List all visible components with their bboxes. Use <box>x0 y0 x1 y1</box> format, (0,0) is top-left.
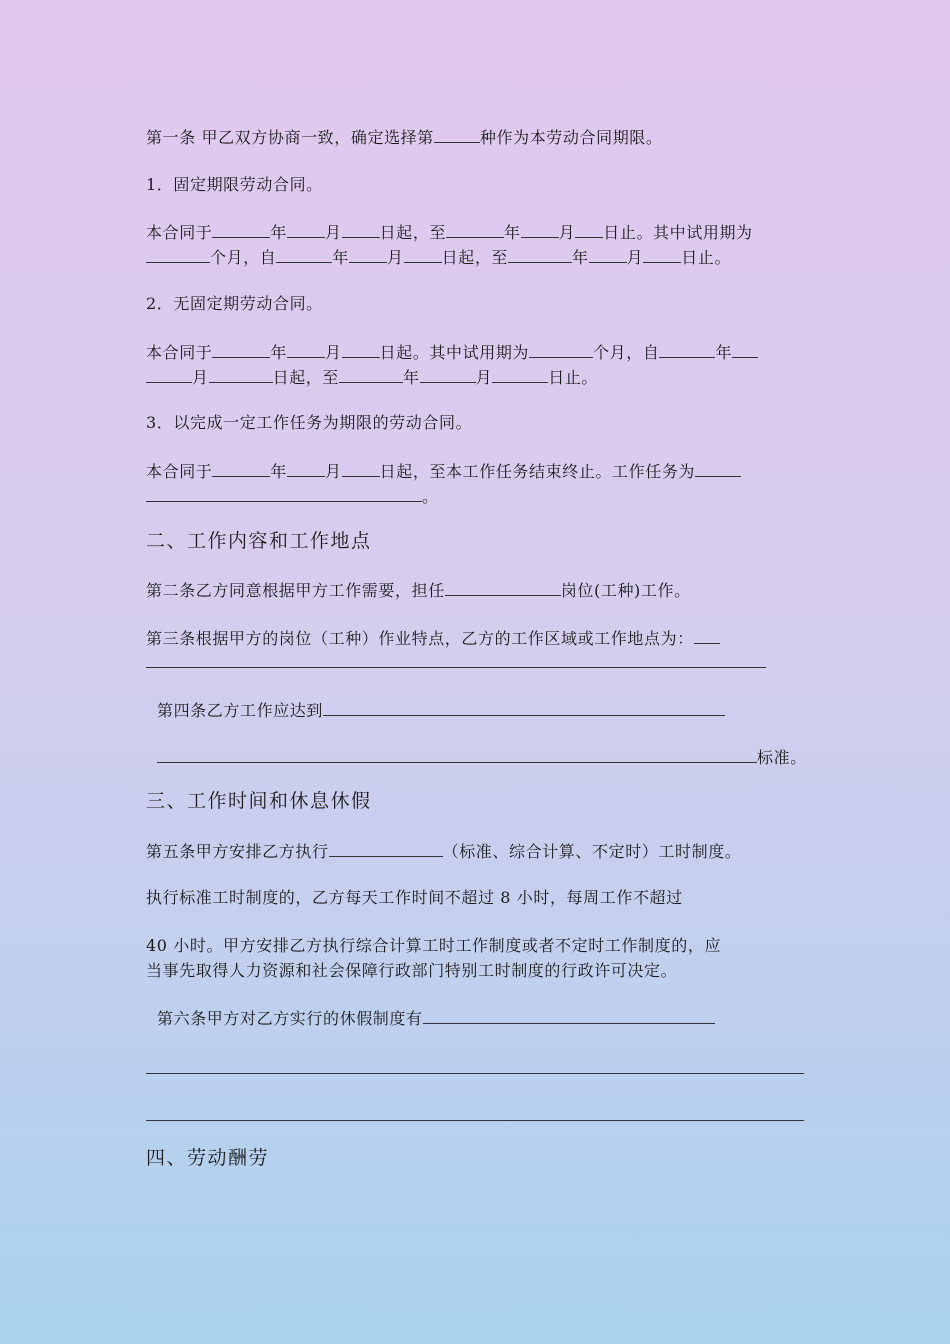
paragraph-2b: 月 日起，至 年 月 日止。 <box>146 366 598 389</box>
blank[interactable] <box>342 460 380 477</box>
blank[interactable] <box>329 840 443 857</box>
blank[interactable] <box>659 341 715 358</box>
blank[interactable] <box>209 366 273 383</box>
article-6: 第六条甲方对乙方实行的休假制度有 <box>157 1007 715 1030</box>
blank-line[interactable] <box>146 1073 804 1074</box>
blank[interactable] <box>323 699 725 716</box>
blank[interactable] <box>529 341 593 358</box>
blank[interactable] <box>146 246 210 263</box>
blank[interactable] <box>732 341 758 358</box>
article-4: 第四条乙方工作应达到 <box>157 699 725 722</box>
paragraph-3b: 。 <box>146 485 439 508</box>
article-1: 第一条 甲乙双方协商一致，确定选择第 种作为本劳动合同期限。 <box>146 128 663 147</box>
blank[interactable] <box>508 246 572 263</box>
blank[interactable] <box>287 221 325 238</box>
paragraph-1b: 个月，自 年 月 日起，至 年 月 日止。 <box>146 246 731 269</box>
blank[interactable] <box>446 221 504 238</box>
blank[interactable] <box>212 221 270 238</box>
article-5: 第五条甲方安排乙方执行 （标准、综合计算、不定时）工时制度。 <box>146 842 742 861</box>
blank[interactable] <box>287 341 325 358</box>
section-4-heading: 四、劳动酬劳 <box>146 1147 270 1169</box>
paragraph-5a: 执行标准工时制度的，乙方每天工作时间不超过 8 小时，每周工作不超过 <box>146 888 683 907</box>
blank-line[interactable] <box>146 1120 804 1121</box>
blank[interactable] <box>212 460 270 477</box>
paragraph-2a: 本合同于 年 月 日起。其中试用期为 个月，自 年 <box>146 341 758 364</box>
article-2: 第二条乙方同意根据甲方工作需要，担任 岗位(工种)工作。 <box>146 581 691 600</box>
blank[interactable] <box>342 221 380 238</box>
item-1: 1．固定期限劳动合同。 <box>146 175 323 194</box>
blank[interactable] <box>339 366 403 383</box>
blank-line[interactable] <box>146 667 766 668</box>
blank[interactable] <box>342 341 380 358</box>
blank[interactable] <box>157 746 757 763</box>
blank[interactable] <box>575 221 603 238</box>
blank[interactable] <box>589 246 627 263</box>
blank[interactable] <box>212 341 270 358</box>
blank[interactable] <box>146 485 422 502</box>
item-2: 2．无固定期劳动合同。 <box>146 294 323 313</box>
paragraph-5c: 当事先取得人力资源和社会保障行政部门特别工时制度的行政许可决定。 <box>146 961 678 980</box>
blank[interactable] <box>420 366 476 383</box>
blank[interactable] <box>492 366 548 383</box>
blank[interactable] <box>404 246 442 263</box>
paragraph-1a: 本合同于 年 月 日起，至 年 月 日止。其中试用期为 <box>146 223 753 242</box>
blank[interactable] <box>287 460 325 477</box>
blank[interactable] <box>695 460 741 477</box>
blank[interactable] <box>423 1007 715 1024</box>
blank[interactable] <box>445 579 561 596</box>
blank[interactable] <box>146 366 192 383</box>
paragraph-3a: 本合同于 年 月 日起，至本工作任务结束终止。工作任务为 <box>146 460 741 483</box>
blank[interactable] <box>643 246 681 263</box>
paragraph-5b: 40 小时。甲方安排乙方执行综合计算工时工作制度或者不定时工作制度的，应 <box>146 936 722 955</box>
section-2-heading: 二、工作内容和工作地点 <box>146 530 372 552</box>
section-3-heading: 三、工作时间和休息休假 <box>146 790 372 812</box>
blank[interactable] <box>521 221 559 238</box>
blank[interactable] <box>694 627 720 644</box>
article-3: 第三条根据甲方的岗位（工种）作业特点，乙方的工作区域或工作地点为： <box>146 627 720 650</box>
article-4-continued: 标准。 <box>157 746 807 769</box>
blank[interactable] <box>276 246 332 263</box>
blank[interactable] <box>434 126 480 143</box>
blank[interactable] <box>349 246 387 263</box>
item-3: 3．以完成一定工作任务为期限的劳动合同。 <box>146 413 473 432</box>
